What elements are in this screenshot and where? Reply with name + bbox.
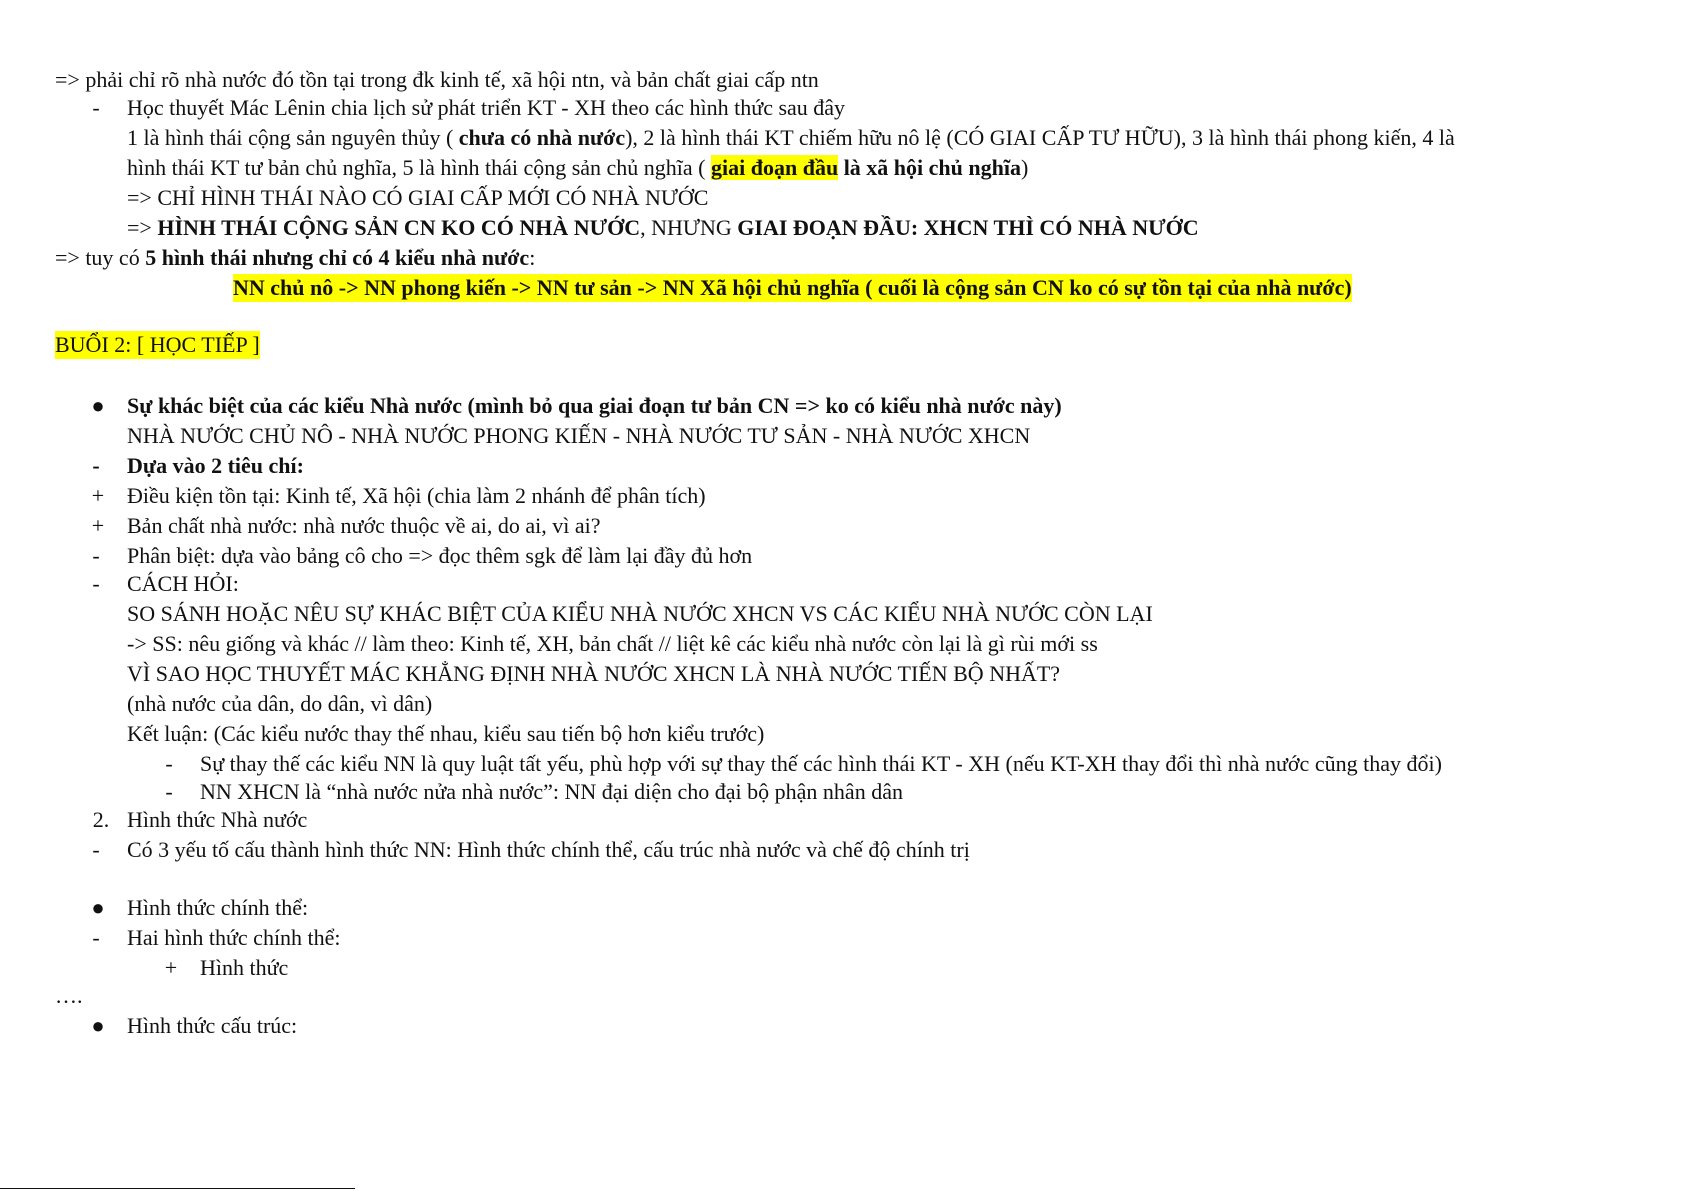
- text-line: -> SS: nêu giống và khác // làm theo: Kinh tế, XH, bản chất // liệt kê các kiểu nhà nước còn lại là gì rùi mới ss: [127, 631, 1098, 656]
- text-line: Phân biệt: dựa vào bảng cô cho => đọc thêm sgk để làm lại đầy đủ hơn: [127, 543, 753, 568]
- text-line: NHÀ NƯỚC CHỦ NÔ - NHÀ NƯỚC PHONG KIẾN - NHÀ NƯỚC TƯ SẢN - NHÀ NƯỚC XHCN: [127, 423, 1031, 448]
- footnote-separator: [0, 1188, 355, 1189]
- text-line: [127, 154, 1028, 182]
- text-line: Hai hình thức chính thể:: [127, 925, 341, 950]
- text-line: [127, 124, 1455, 152]
- text-line: Học thuyết Mác Lênin chia lịch sử phát triển KT - XH theo các hình thức sau đây: [127, 95, 846, 120]
- session-heading: BUỔI 2: [ HỌC TIẾP ]: [55, 332, 260, 357]
- text-line: Điều kiện tồn tại: Kinh tế, Xã hội (chia làm 2 nhánh để phân tích): [127, 483, 706, 508]
- text-line: SO SÁNH HOẶC NÊU SỰ KHÁC BIỆT CỦA KIỂU NHÀ NƯỚC XHCN VS CÁC KIỂU NHÀ NƯỚC CÒN LẠI: [127, 601, 1153, 626]
- text-line: Hình thức: [200, 955, 289, 980]
- text-line: Hình thức chính thể:: [127, 895, 309, 920]
- text-line: [127, 214, 1199, 242]
- text-line: => CHỈ HÌNH THÁI NÀO CÓ GIAI CẤP MỚI CÓ NHÀ NƯỚC: [127, 185, 709, 210]
- text-run: :: [529, 245, 536, 270]
- dash-bullet: -: [165, 779, 173, 804]
- text-run: => tuy có: [55, 245, 146, 270]
- circle-bullet: ●: [91, 1013, 105, 1038]
- plus-bullet: +: [91, 483, 105, 508]
- text-line: CÁCH HỎI:: [127, 571, 239, 596]
- bold-text: HÌNH THÁI CỘNG SẢN CN KO CÓ NHÀ NƯỚC: [157, 215, 641, 240]
- text-line: Hình thức cấu trúc:: [127, 1013, 298, 1038]
- dash-bullet: -: [92, 571, 100, 596]
- text-line: Hình thức Nhà nước: [127, 807, 308, 832]
- plus-bullet: +: [91, 513, 105, 538]
- text-run: ), 2 là hình thái KT chiếm hữu nô lệ (CÓ GIAI CẤP TƯ HỮU), 3 là hình thái phong kiến, 4 là: [625, 125, 1455, 150]
- highlighted-bold-text: giai đoạn đầu: [711, 155, 839, 180]
- text-run: ): [1020, 155, 1029, 180]
- text-run: hình thái KT tư bản chủ nghĩa, 5 là hình thái cộng sản chủ nghĩa (: [127, 155, 712, 180]
- text-line: NN XHCN là “nhà nước nửa nhà nước”: NN đại diện cho đại bộ phận nhân dân: [200, 779, 903, 804]
- text-line: Sự thay thế các kiểu NN là quy luật tất yếu, phù hợp với sự thay thế các hình thái KT - XH (nếu KT-XH thay đổi thì nhà nước cũng thay đổi): [200, 751, 1442, 776]
- ellipsis-text: ….: [55, 983, 83, 1008]
- circle-bullet: ●: [91, 393, 105, 418]
- text-run: , NHƯNG: [640, 215, 738, 240]
- text-line: Dựa vào 2 tiêu chí:: [127, 453, 304, 478]
- bold-text: là xã hội chủ nghĩa: [838, 155, 1021, 180]
- number-bullet: 2.: [92, 807, 110, 832]
- circle-bullet: ●: [91, 895, 105, 920]
- dash-bullet: -: [92, 95, 100, 120]
- plus-bullet: +: [164, 955, 178, 980]
- highlighted-summary-line: NN chủ nô -> NN phong kiến -> NN tư sản -> NN Xã hội chủ nghĩa ( cuối là cộng sản CN ko có sự tồn tại của nhà nước): [233, 275, 1352, 300]
- dash-bullet: -: [92, 453, 100, 478]
- dash-bullet: -: [92, 837, 100, 862]
- text-line: (nhà nước của dân, do dân, vì dân): [127, 691, 433, 716]
- text-run: 1 là hình thái cộng sản nguyên thủy (: [127, 125, 459, 150]
- bold-text: 5 hình thái nhưng chỉ có 4 kiểu nhà nước: [145, 245, 530, 270]
- text-line: => phải chỉ rõ nhà nước đó tồn tại trong đk kinh tế, xã hội ntn, và bản chất giai cấp ntn: [55, 67, 819, 92]
- text-line: Bản chất nhà nước: nhà nước thuộc về ai, do ai, vì ai?: [127, 513, 601, 538]
- text-line: Kết luận: (Các kiểu nước thay thế nhau, kiểu sau tiến bộ hơn kiểu trước): [127, 721, 765, 746]
- bold-text: GIAI ĐOẠN ĐẦU: XHCN THÌ CÓ NHÀ NƯỚC: [737, 215, 1199, 240]
- bold-text: chưa có nhà nước: [458, 125, 626, 150]
- text-line: [55, 244, 535, 272]
- text-line: VÌ SAO HỌC THUYẾT MÁC KHẲNG ĐỊNH NHÀ NƯỚC XHCN LÀ NHÀ NƯỚC TIẾN BỘ NHẤT?: [127, 661, 1061, 686]
- text-run: =>: [127, 215, 158, 240]
- dash-bullet: -: [92, 543, 100, 568]
- dash-bullet: -: [92, 925, 100, 950]
- text-line: Có 3 yếu tố cấu thành hình thức NN: Hình thức chính thể, cấu trúc nhà nước và chế độ chính trị: [127, 837, 970, 862]
- dash-bullet: -: [165, 751, 173, 776]
- text-line: Sự khác biệt của các kiểu Nhà nước (mình bỏ qua giai đoạn tư bản CN => ko có kiểu nhà nước này): [127, 393, 1062, 418]
